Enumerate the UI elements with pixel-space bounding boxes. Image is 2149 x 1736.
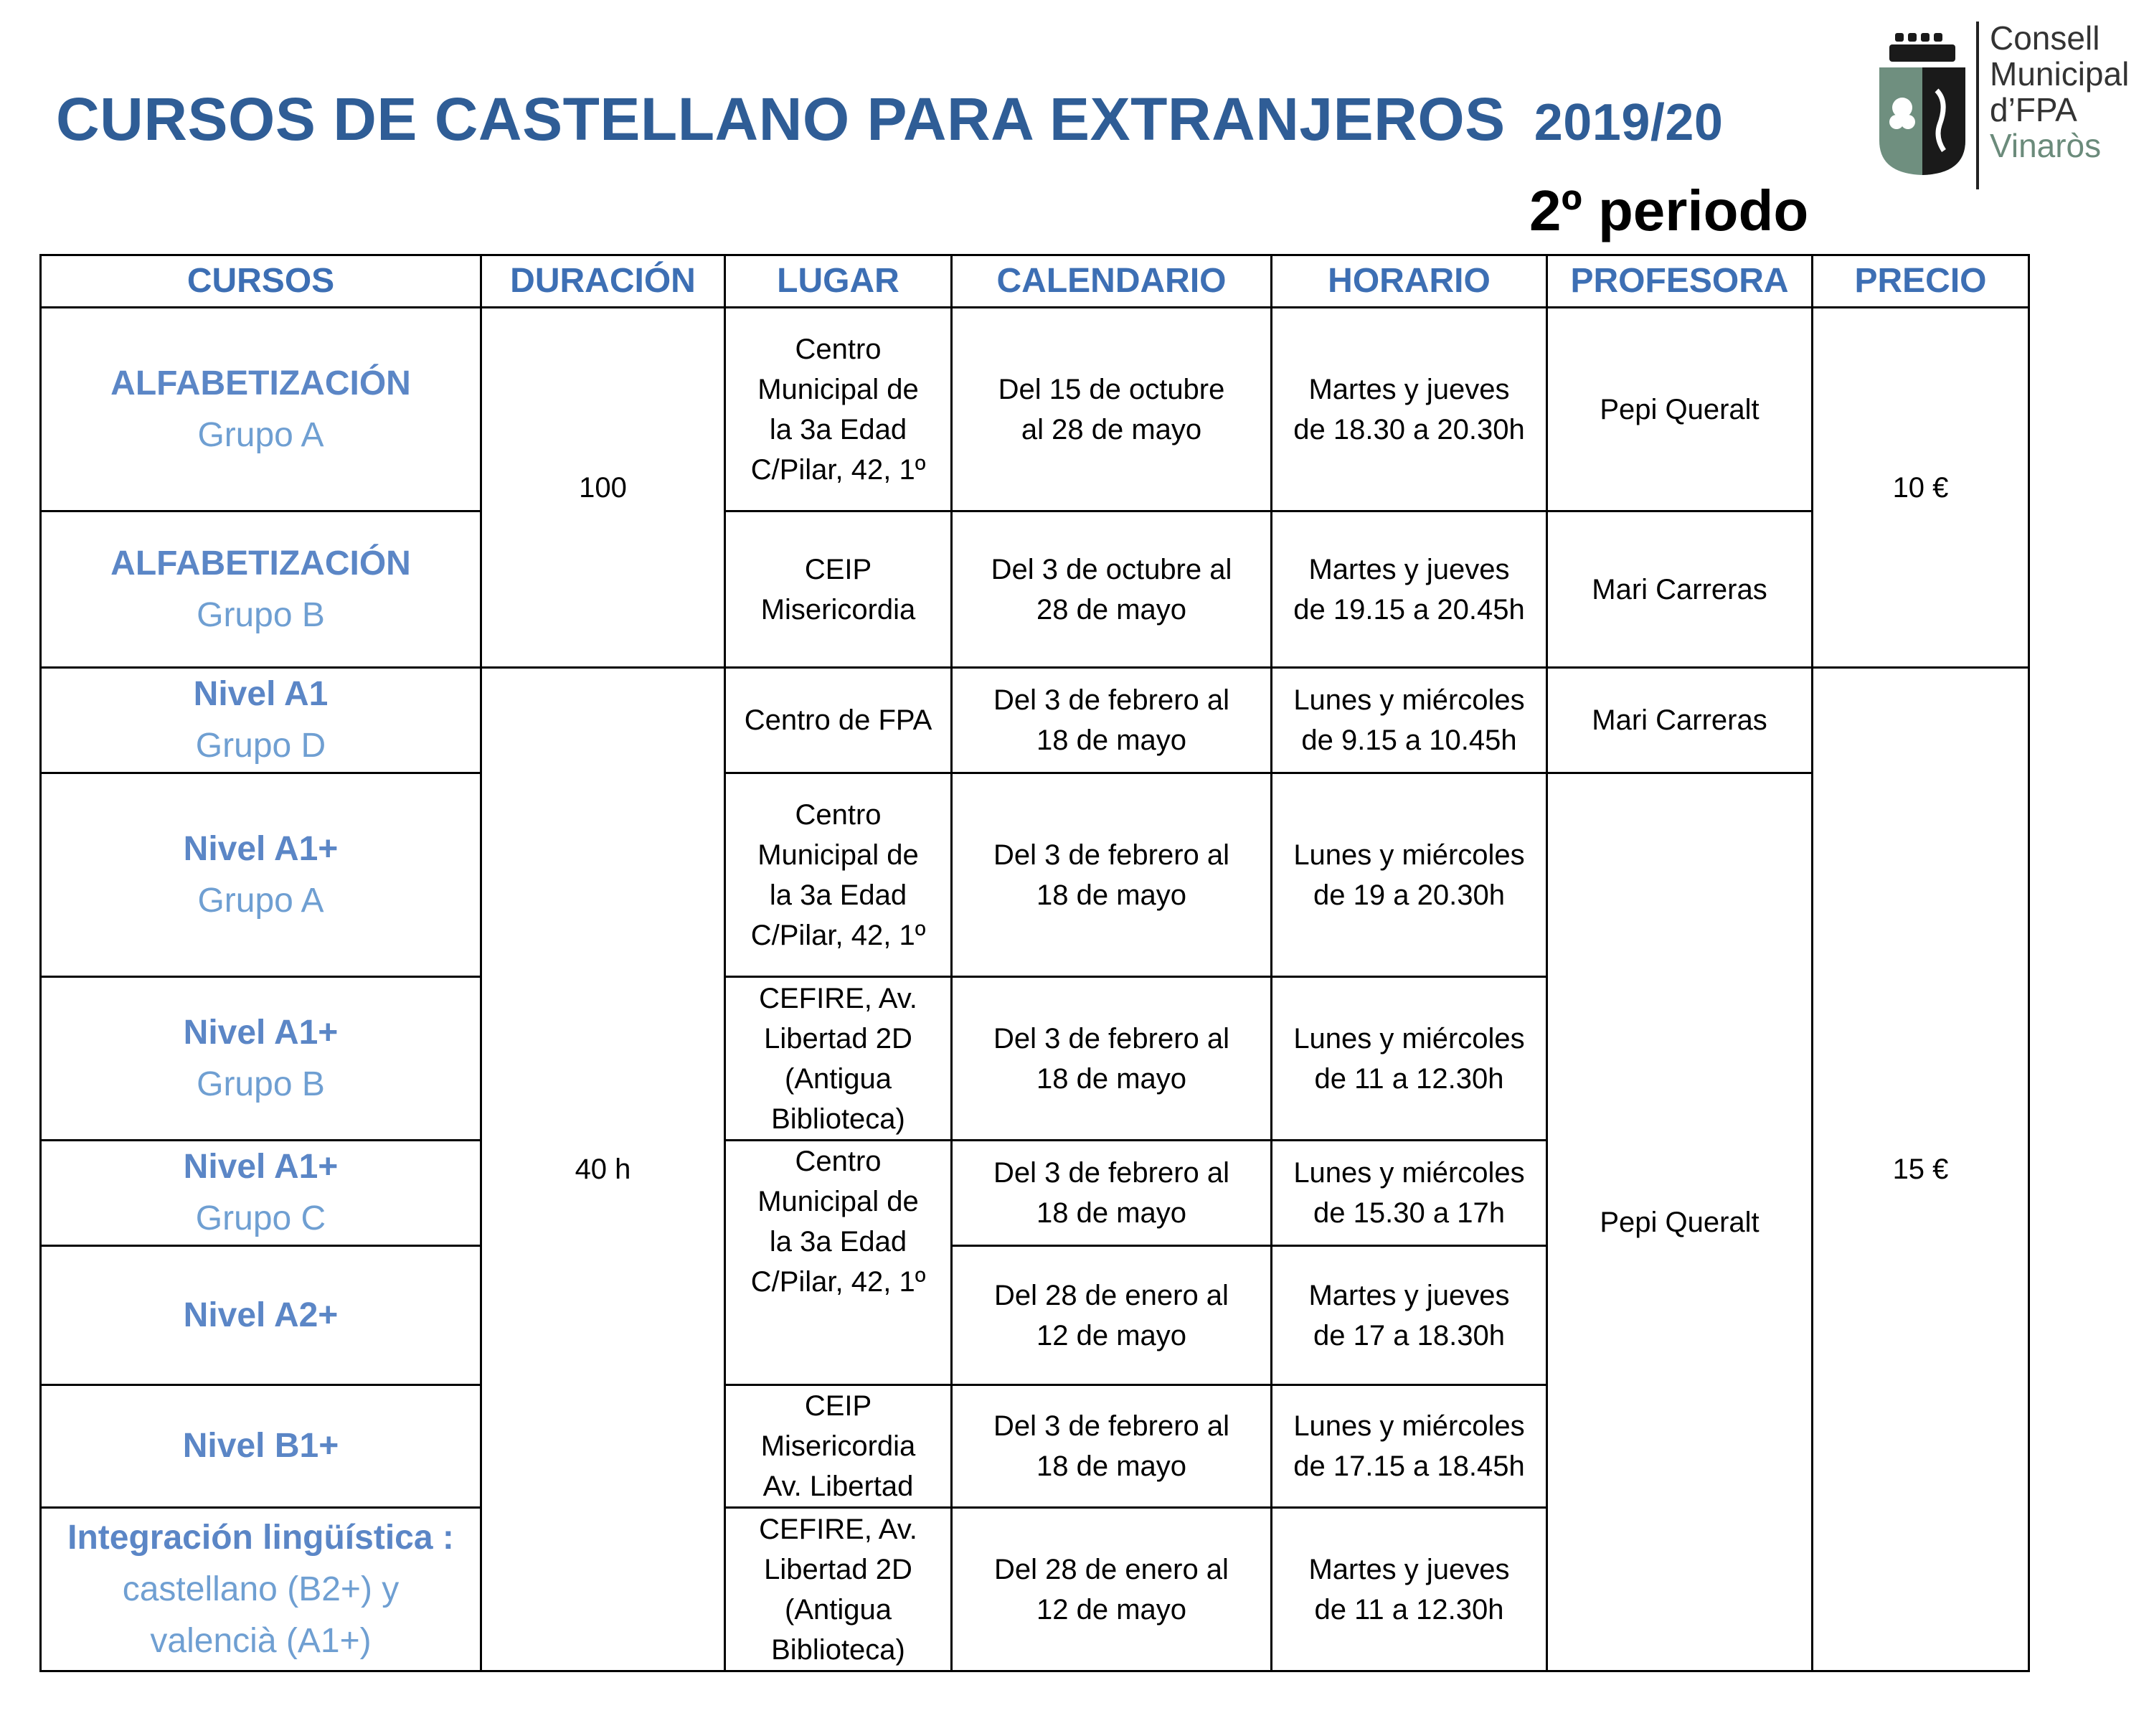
horario-cell bbox=[1272, 1246, 1547, 1385]
duration-cell: 100 bbox=[481, 308, 725, 668]
title-text: CURSOS DE CASTELLANO PARA EXTRANJEROS bbox=[56, 85, 1506, 153]
lugar-line: Municipal de bbox=[757, 373, 919, 405]
calendario-line: Del 3 de febrero al bbox=[993, 839, 1230, 871]
calendario-cell bbox=[952, 511, 1272, 668]
lugar-line: Municipal de bbox=[757, 1186, 919, 1217]
profesora-cell: Mari Carreras bbox=[1547, 668, 1813, 773]
course-cell bbox=[41, 773, 481, 977]
lugar-cell bbox=[725, 511, 952, 668]
course-name: ALFABETIZACIÓN bbox=[110, 364, 411, 402]
lugar-line: Centro bbox=[795, 1146, 882, 1177]
lugar-line: la 3a Edad bbox=[769, 879, 907, 911]
horario-line: Lunes y miércoles bbox=[1293, 1157, 1525, 1189]
horario-cell bbox=[1272, 511, 1547, 668]
horario-line: Martes y jueves bbox=[1308, 1279, 1510, 1311]
calendario-line: Del 3 de febrero al bbox=[993, 1022, 1230, 1055]
course-group: Grupo B bbox=[197, 595, 325, 634]
lugar-line: Misericordia bbox=[760, 1430, 916, 1462]
horario-line: Martes y jueves bbox=[1308, 553, 1510, 585]
table-row bbox=[41, 511, 2029, 668]
course-cell bbox=[41, 511, 481, 668]
horario-line: de 11 a 12.30h bbox=[1314, 1062, 1504, 1095]
calendario-line: Del 3 de octubre al bbox=[991, 553, 1232, 585]
lugar-line: la 3a Edad bbox=[769, 1226, 907, 1258]
title-year: 2019/20 bbox=[1534, 94, 1724, 151]
lugar-line: (Antigua bbox=[785, 1062, 892, 1095]
lugar-line: Biblioteca) bbox=[771, 1633, 905, 1666]
calendario-line: Del 28 de enero al bbox=[994, 1553, 1229, 1585]
course-name: ALFABETIZACIÓN bbox=[110, 544, 411, 582]
horario-line: Lunes y miércoles bbox=[1293, 1410, 1525, 1442]
logo-text bbox=[1990, 20, 2129, 164]
lugar-line: CEIP bbox=[804, 1390, 872, 1422]
precio-cell: 15 € bbox=[1813, 668, 2029, 1671]
table-row bbox=[41, 308, 2029, 511]
lugar-line: CEFIRE, Av. bbox=[759, 982, 917, 1014]
course-cell bbox=[41, 1141, 481, 1246]
horario-cell bbox=[1272, 773, 1547, 977]
course-name: Nivel A1 bbox=[193, 675, 329, 713]
logo-line-2: Municipal bbox=[1990, 55, 2130, 93]
horario-line: de 11 a 12.30h bbox=[1314, 1593, 1504, 1626]
lugar-cell bbox=[725, 1141, 952, 1385]
header-lugar: LUGAR bbox=[725, 255, 952, 308]
course-group: Grupo A bbox=[197, 881, 324, 920]
horario-line: de 18.30 a 20.30h bbox=[1293, 413, 1525, 445]
horario-line: Lunes y miércoles bbox=[1293, 1022, 1525, 1055]
calendario-line: al 28 de mayo bbox=[1021, 413, 1202, 445]
course-name: Nivel A1+ bbox=[183, 1148, 339, 1186]
profesora-cell: Pepi Queralt bbox=[1547, 308, 1813, 511]
horario-cell bbox=[1272, 308, 1547, 511]
calendario-line: Del 3 de febrero al bbox=[993, 1410, 1230, 1442]
header-calendario: CALENDARIO bbox=[952, 255, 1272, 308]
lugar-line: C/Pilar, 42, 1º bbox=[750, 919, 926, 951]
calendario-cell bbox=[952, 1385, 1272, 1508]
calendario-line: Del 15 de octubre bbox=[998, 373, 1225, 405]
horario-line: Lunes y miércoles bbox=[1293, 684, 1525, 716]
lugar-line: CEFIRE, Av. bbox=[759, 1513, 917, 1545]
course-group: valencià (A1+) bbox=[150, 1621, 372, 1660]
header-precio: PRECIO bbox=[1813, 255, 2029, 308]
profesora-cell: Mari Carreras bbox=[1547, 511, 1813, 668]
course-cell bbox=[41, 1246, 481, 1385]
lugar-line: Libertad 2D bbox=[764, 1022, 912, 1055]
horario-line: Lunes y miércoles bbox=[1293, 839, 1525, 871]
calendario-cell bbox=[952, 977, 1272, 1141]
duration-cell: 40 h bbox=[481, 668, 725, 1671]
header-profesora: PROFESORA bbox=[1547, 255, 1813, 308]
calendario-line: 18 de mayo bbox=[1036, 1450, 1187, 1482]
logo-line-3: d’FPA bbox=[1990, 91, 2077, 128]
table-row bbox=[41, 668, 2029, 773]
lugar-cell bbox=[725, 773, 952, 977]
course-name: Integración lingüística : bbox=[67, 1518, 454, 1557]
course-group: castellano (B2+) y bbox=[122, 1570, 400, 1608]
calendario-line: 12 de mayo bbox=[1036, 1319, 1187, 1351]
course-name: Nivel A1+ bbox=[183, 829, 339, 868]
course-cell bbox=[41, 668, 481, 773]
course-group: Grupo A bbox=[197, 415, 324, 454]
lugar-cell bbox=[725, 308, 952, 511]
horario-line: de 17.15 a 18.45h bbox=[1293, 1450, 1525, 1482]
lugar-cell bbox=[725, 1385, 952, 1508]
course-group: Grupo C bbox=[195, 1199, 326, 1237]
course-cell bbox=[41, 308, 481, 511]
calendario-line: Del 3 de febrero al bbox=[993, 1157, 1230, 1189]
course-cell bbox=[41, 1385, 481, 1508]
calendario-cell bbox=[952, 1508, 1272, 1671]
calendario-line: Del 3 de febrero al bbox=[993, 684, 1230, 716]
horario-cell bbox=[1272, 1141, 1547, 1246]
lugar-line: CEIP bbox=[804, 553, 872, 585]
page-title bbox=[56, 85, 1723, 154]
table-header-row bbox=[41, 255, 2029, 308]
header-duracion: DURACIÓN bbox=[481, 255, 725, 308]
horario-line: de 19 a 20.30h bbox=[1313, 879, 1505, 911]
course-cell bbox=[41, 1508, 481, 1671]
calendario-cell bbox=[952, 1141, 1272, 1246]
calendario-line: 18 de mayo bbox=[1036, 879, 1187, 911]
horario-line: Martes y jueves bbox=[1308, 1553, 1510, 1585]
horario-line: de 17 a 18.30h bbox=[1313, 1319, 1505, 1351]
lugar-line: Centro bbox=[795, 798, 882, 831]
lugar-line: Misericordia bbox=[760, 593, 916, 626]
calendario-line: Del 28 de enero al bbox=[994, 1279, 1229, 1311]
lugar-line: Biblioteca) bbox=[771, 1103, 905, 1135]
course-group: Grupo D bbox=[195, 727, 326, 765]
logo-line-1: Consell bbox=[1990, 19, 2100, 57]
lugar-cell: Centro de FPA bbox=[725, 668, 952, 773]
horario-line: de 15.30 a 17h bbox=[1313, 1197, 1505, 1229]
calendario-cell bbox=[952, 1246, 1272, 1385]
calendario-line: 28 de mayo bbox=[1036, 593, 1187, 626]
calendario-cell bbox=[952, 773, 1272, 977]
lugar-cell bbox=[725, 977, 952, 1141]
lugar-line: C/Pilar, 42, 1º bbox=[750, 1266, 926, 1298]
course-name: Nivel B1+ bbox=[182, 1427, 339, 1465]
table-row bbox=[41, 773, 2029, 977]
header-horario: HORARIO bbox=[1272, 255, 1547, 308]
lugar-line: (Antigua bbox=[785, 1593, 892, 1626]
horario-line: de 19.15 a 20.45h bbox=[1293, 593, 1525, 626]
lugar-line: C/Pilar, 42, 1º bbox=[750, 453, 926, 486]
lugar-line: Centro bbox=[795, 333, 882, 365]
horario-cell bbox=[1272, 668, 1547, 773]
horario-cell bbox=[1272, 977, 1547, 1141]
horario-cell bbox=[1272, 1385, 1547, 1508]
horario-line: Martes y jueves bbox=[1308, 373, 1510, 405]
lugar-line: Av. Libertad bbox=[762, 1471, 914, 1502]
calendario-line: 18 de mayo bbox=[1036, 1062, 1187, 1095]
lugar-line: Municipal de bbox=[757, 839, 919, 871]
logo-line-4: Vinaròs bbox=[1990, 127, 2102, 164]
course-cell bbox=[41, 977, 481, 1141]
logo bbox=[1874, 17, 2149, 194]
lugar-line: la 3a Edad bbox=[769, 413, 907, 445]
calendario-line: 18 de mayo bbox=[1036, 1197, 1187, 1229]
coat-of-arms-icon bbox=[1874, 33, 1971, 176]
calendario-line: 12 de mayo bbox=[1036, 1593, 1187, 1626]
period-label: 2º periodo bbox=[1529, 179, 1809, 242]
course-name: Nivel A1+ bbox=[183, 1013, 339, 1052]
calendario-cell bbox=[952, 668, 1272, 773]
precio-cell: 10 € bbox=[1813, 308, 2029, 668]
course-group: Grupo B bbox=[197, 1065, 325, 1103]
courses-table bbox=[39, 254, 2030, 1672]
logo-divider bbox=[1976, 22, 1979, 189]
header-cursos: CURSOS bbox=[41, 255, 481, 308]
horario-line: de 9.15 a 10.45h bbox=[1301, 725, 1517, 756]
course-name: Nivel A2+ bbox=[183, 1296, 339, 1334]
lugar-line: Libertad 2D bbox=[764, 1553, 912, 1585]
calendario-cell bbox=[952, 308, 1272, 511]
profesora-cell: Pepi Queralt bbox=[1547, 773, 1813, 1671]
calendario-line: 18 de mayo bbox=[1036, 725, 1187, 756]
lugar-cell bbox=[725, 1508, 952, 1671]
horario-cell bbox=[1272, 1508, 1547, 1671]
